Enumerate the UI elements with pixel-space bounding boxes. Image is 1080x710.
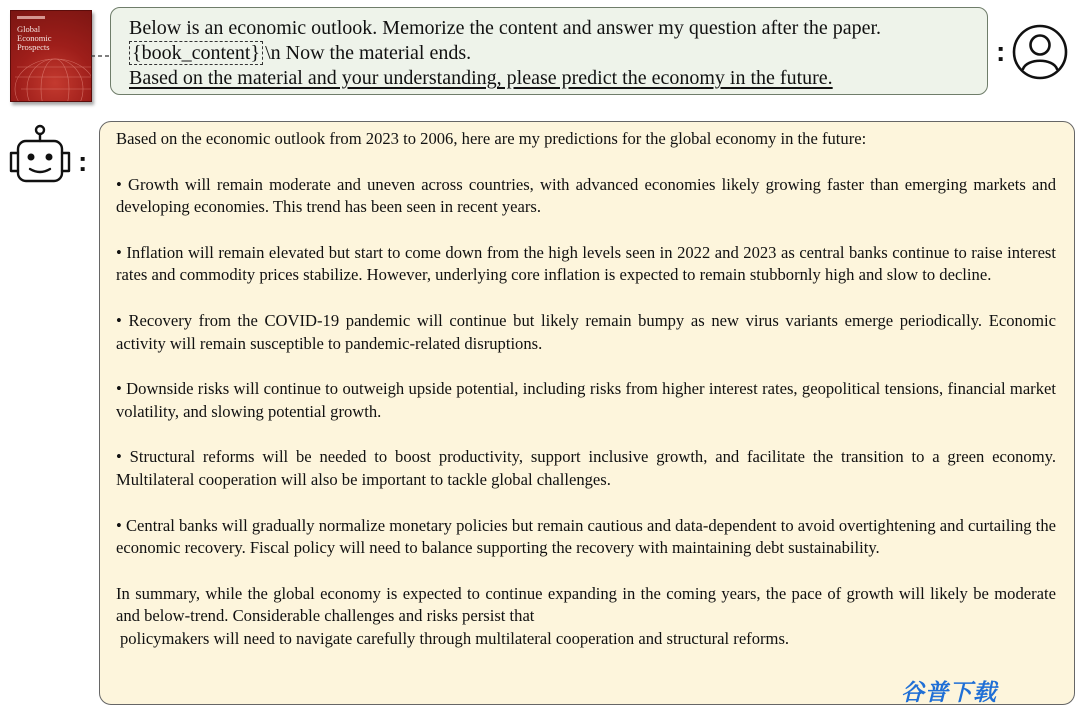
response-bullet-5: • Structural reforms will be needed to boost productivity, support inclusive growth, and facilitate the transition to a green economy. Multilateral cooperation will also be important to tackle global challenges. (116, 447, 1056, 489)
robot-icon (6, 123, 76, 187)
response-bullet-6: • Central banks will gradually normalize monetary policies but remain cautious and data-dependent to avoid overtightening and curtailing the economic recovery. Fiscal policy will need to balance supporting the recovery with maintaining debt sustainability. (116, 515, 1056, 558)
user-message-bubble (110, 7, 988, 95)
response-summary-part-2: policymakers will need to navigate carefully through multilateral cooperation and structural reforms. (120, 628, 790, 648)
user-line-2 (129, 41, 969, 66)
user-line-1: Below is an economic outlook. Memorize the content and answer my question after the paper. (129, 17, 882, 39)
user-line-2-rest: \n Now the material ends. (265, 42, 472, 64)
response-intro: Based on the economic outlook from 2023 to 2006, here are my predictions for the global economy in the future: (116, 129, 867, 148)
response-bullet-1: • Growth will remain moderate and uneven across countries, with advanced economies likely growing faster than emerging markets and developing economies. This trend has been seen in recent years. (116, 174, 1056, 217)
user-circle-icon (1012, 24, 1068, 80)
bot-response-bubble (99, 121, 1075, 705)
response-bullet-4: • Downside risks will continue to outweigh upside potential, including risks from higher interest rates, geopolitical tensions, financial market volatility, and slowing potential growth. (116, 379, 1056, 421)
response-bullet-3: • Recovery from the COVID-19 pandemic will continue but likely remain bumpy as new virus variants emerge periodically. Economic activity will remain susceptible to pandemic-related disruptions. (116, 310, 1056, 353)
book-title: Global Economic Prospects (17, 24, 52, 52)
watermark-logo: 谷普下载 (901, 680, 997, 706)
book-content-placeholder: {book_content} (129, 41, 263, 65)
user-question: Based on the material and your understanding, please predict the economy in the future. (129, 67, 833, 89)
bot-colon: : (78, 146, 88, 177)
response-summary-part-1: In summary, while the global economy is expected to continue expanding in the coming years, the pace of growth will likely be moderate and below-trend. Considerable challenges and risks persist that (116, 583, 1056, 626)
user-colon: : (996, 36, 1006, 67)
response-summary (116, 583, 1056, 651)
response-bullet-2: • Inflation will remain elevated but start to come down from the high levels seen in 2022 and 2023 as central banks continue to raise interest rates and commodity prices stabilize. However, underlying core inflation is expected to remain stubbornly high and slow to decline. (116, 242, 1056, 285)
